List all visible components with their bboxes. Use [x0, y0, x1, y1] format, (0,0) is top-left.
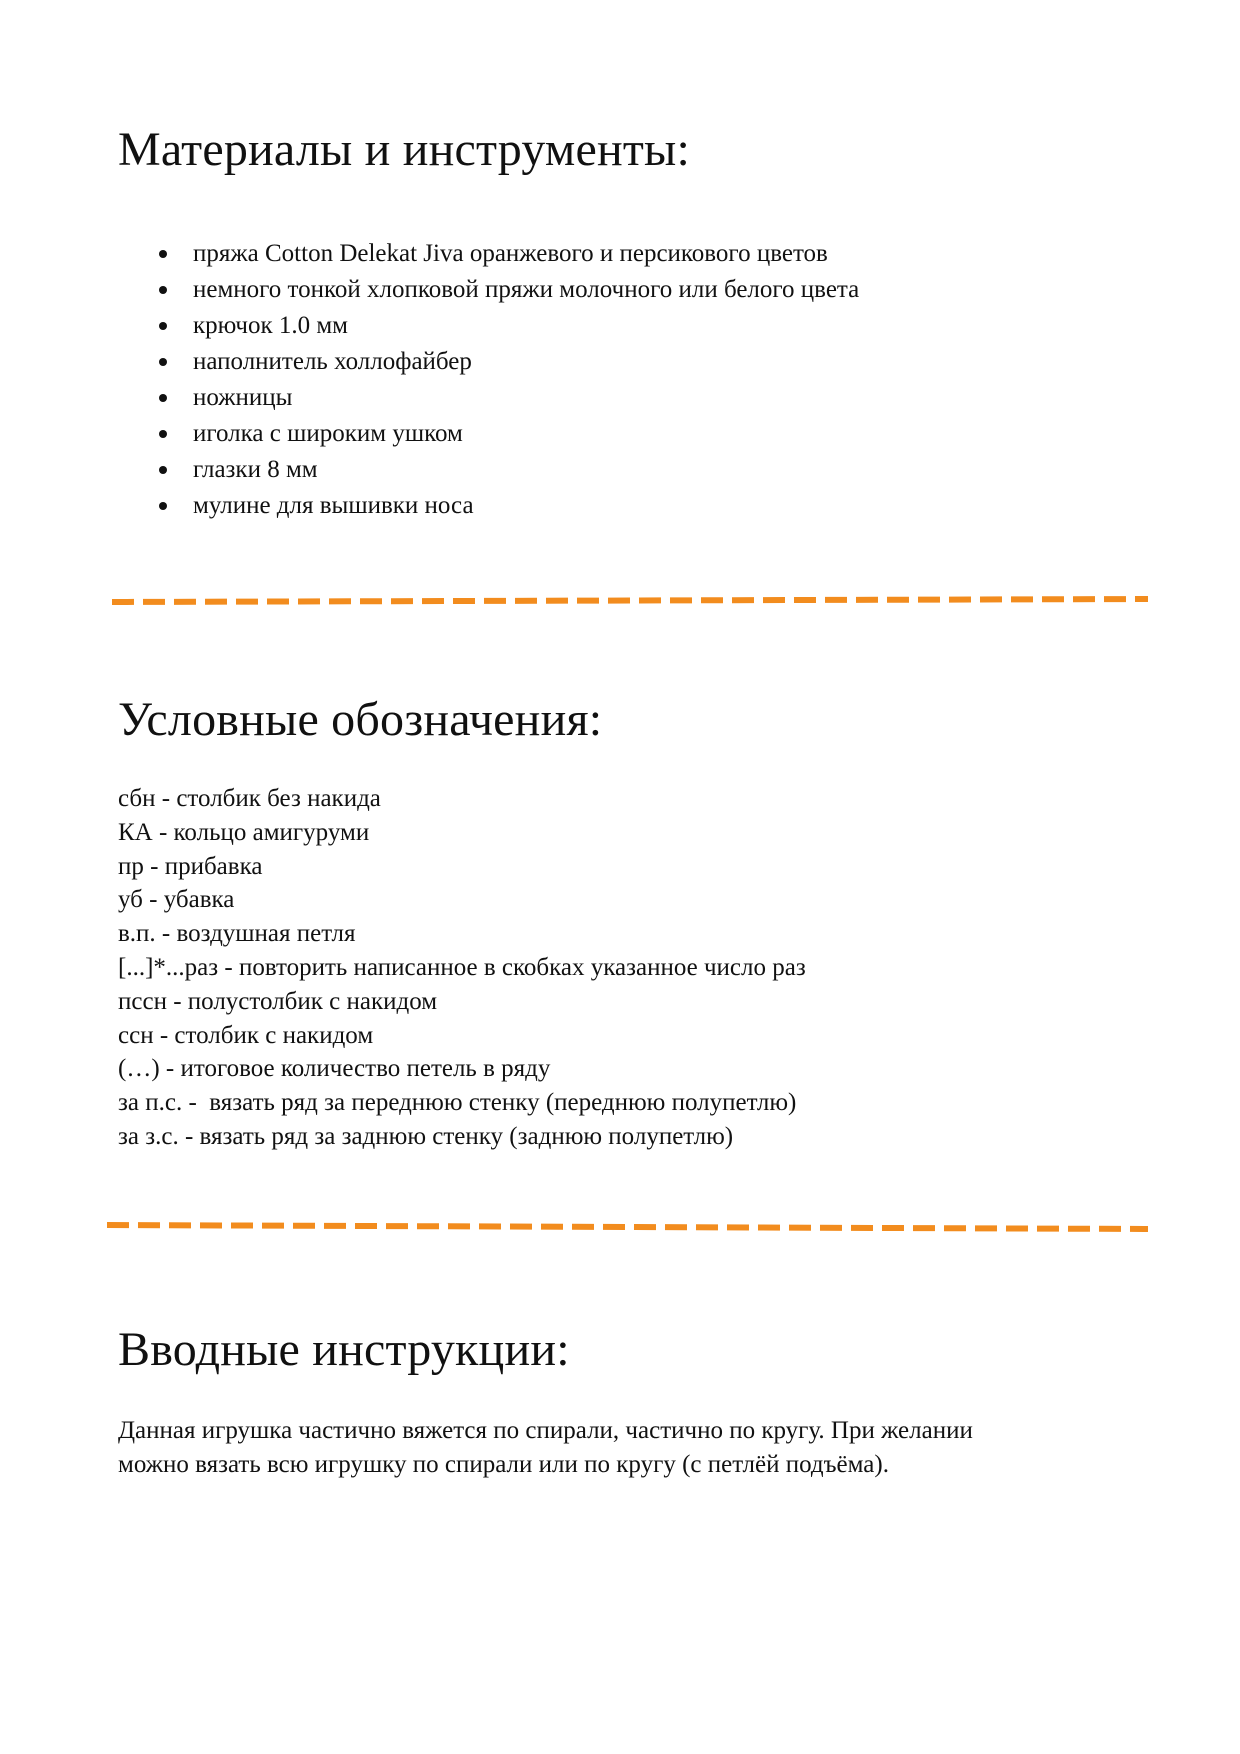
bullet-icon [159, 466, 167, 474]
legend-item: пр - прибавка [118, 852, 263, 880]
list-item [118, 452, 859, 488]
list-item [118, 308, 859, 344]
materials-item-text: ножницы [193, 384, 293, 411]
dashed-divider [112, 595, 1148, 607]
materials-item-text: наполнитель холлофайбер [193, 348, 472, 375]
materials-heading: Материалы и инструменты: [118, 123, 691, 176]
dashed-divider-line [112, 599, 1148, 602]
bullet-icon [159, 502, 167, 510]
legend-item: за п.с. - вязать ряд за переднюю стенку (переднюю полупетлю) [118, 1089, 797, 1117]
bullet-icon [159, 286, 167, 294]
materials-item-text: крючок 1.0 мм [193, 312, 348, 339]
dashed-divider [107, 1221, 1148, 1233]
dashed-divider-line [107, 1225, 1148, 1229]
intro-heading: Вводные инструкции: [118, 1323, 570, 1376]
bullet-icon [159, 250, 167, 258]
materials-list [118, 236, 859, 524]
legend-item: в.п. - воздушная петля [118, 920, 356, 948]
materials-item-text: иголка с широким ушком [193, 420, 463, 447]
list-item [118, 416, 859, 452]
legend-item: пссн - полустолбик с накидом [118, 987, 438, 1015]
bullet-icon [159, 430, 167, 438]
bullet-icon [159, 358, 167, 366]
legend-list [118, 782, 806, 1154]
materials-item-text: мулине для вышивки носа [193, 492, 474, 519]
legend-item: КА - кольцо амигуруми [118, 818, 370, 846]
intro-line: Данная игрушка частично вяжется по спирали, частично по кругу. При желании [118, 1417, 973, 1444]
legend-heading: Условные обозначения: [118, 693, 603, 746]
list-item [118, 488, 859, 524]
list-item [118, 380, 859, 416]
intro-paragraph [118, 1414, 1148, 1482]
materials-item-text: пряжа Cotton Delekat Jiva оранжевого и персикового цветов [193, 240, 828, 267]
list-item [118, 344, 859, 380]
bullet-icon [159, 394, 167, 402]
legend-item: (…) - итоговое количество петель в ряду [118, 1055, 551, 1083]
legend-item: [...]*...раз - повторить написанное в скобках указанное число раз [118, 953, 806, 981]
intro-line: можно вязать всю игрушку по спирали или по кругу (с петлёй подъёма). [118, 1451, 889, 1478]
legend-item: сбн - столбик без накида [118, 785, 381, 812]
list-item [118, 236, 859, 272]
legend-item: за з.с. - вязать ряд за заднюю стенку (заднюю полупетлю) [118, 1122, 734, 1150]
materials-item-text: глазки 8 мм [193, 456, 318, 483]
materials-item-text: немного тонкой хлопковой пряжи молочного или белого цвета [193, 276, 860, 303]
legend-item: ссн - столбик с накидом [118, 1021, 374, 1049]
bullet-icon [159, 322, 167, 330]
list-item [118, 272, 859, 308]
legend-item: уб - убавка [118, 886, 235, 914]
